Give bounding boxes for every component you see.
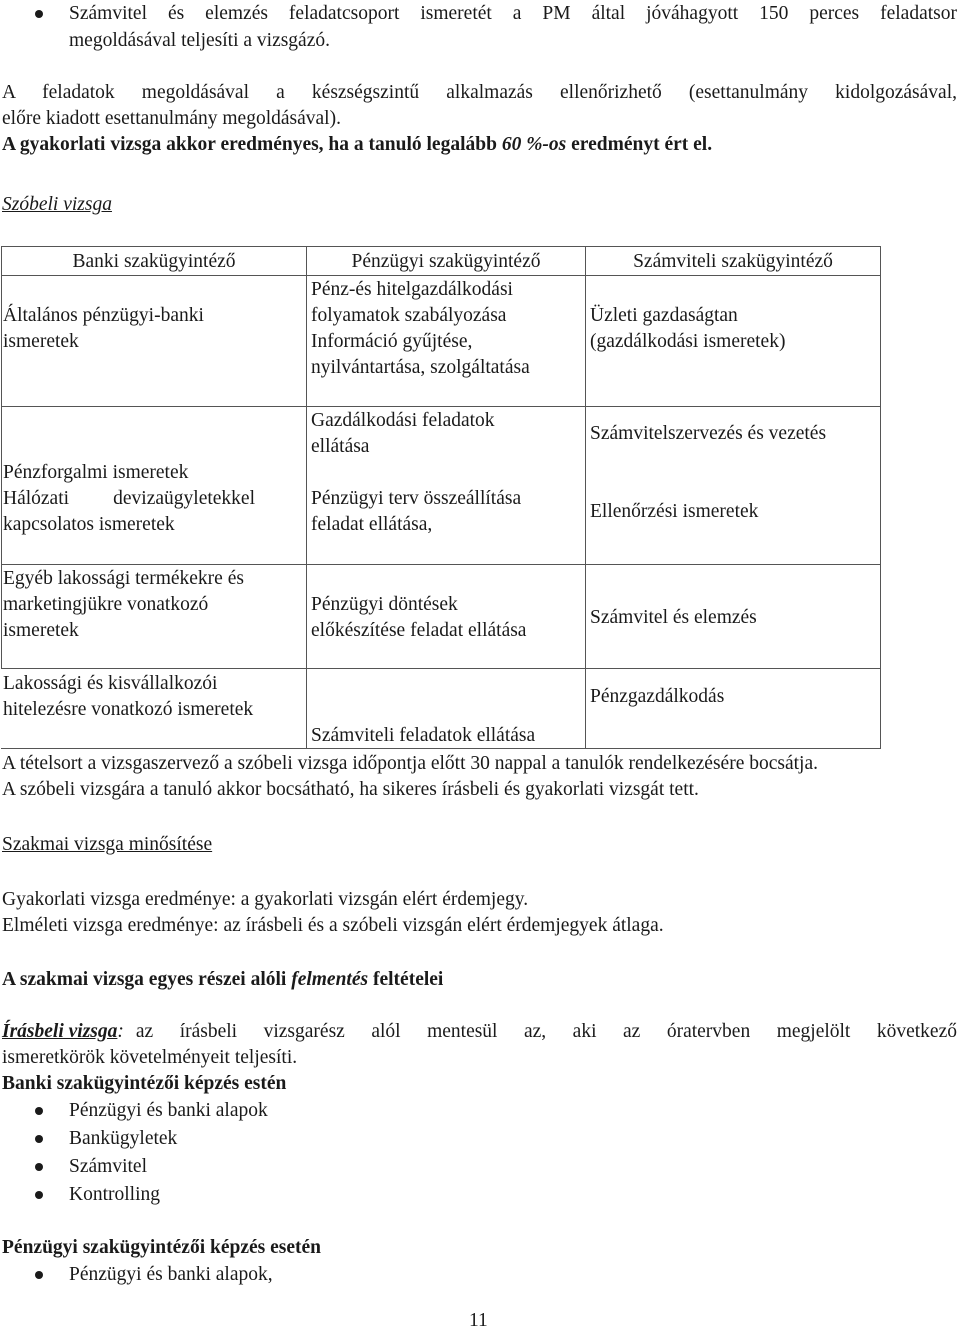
table-border: [1, 406, 881, 407]
table-border: [1, 275, 881, 276]
bullet-dot: [35, 1191, 43, 1199]
bank-item: Számvitel: [69, 1156, 147, 1177]
cell-line: Pénzforgalmi ismeretek: [3, 462, 189, 483]
exemption-heading-pre: A szakmai vizsga egyes részei alóli: [2, 969, 292, 990]
exemption-heading-post: feltételei: [368, 969, 444, 990]
bank-item: Pénzügyi és banki alapok: [69, 1100, 268, 1121]
intro-paragraph-line1: A feladatok megoldásával a készségszintű alkalmazás ellenőrizhető (esettanulmány kidolgozásával,: [2, 82, 957, 103]
cell-line: Pénzügyi döntések: [311, 594, 458, 615]
rating-line1: Gyakorlati vizsga eredménye: a gyakorlati vizsgán elért érdemjegy.: [2, 889, 529, 910]
page-number: 11: [469, 1310, 488, 1331]
cell-line: Pénzügyi terv összeállítása: [311, 488, 522, 509]
exemption-heading-em: felmentés: [291, 969, 369, 990]
row3-col2: [311, 592, 526, 644]
cell-line: nyilvántartása, szolgáltatása: [311, 357, 530, 378]
bullet-dot: [35, 1135, 43, 1143]
bullet-dot: [35, 1271, 43, 1279]
practical-result-statement: [2, 132, 712, 158]
oral-exam-heading: Szóbeli vizsga: [2, 194, 112, 215]
row4-col1: [3, 671, 253, 723]
row3-col3: Számvitel és elemzés: [590, 607, 757, 628]
cell-line: hitelezésre vonatkozó ismeretek: [3, 699, 254, 720]
header-penzugyi: Pénzügyi szakügyintéző: [351, 251, 541, 272]
written-colon: :: [117, 1021, 124, 1042]
cell-line: előkészítése feladat ellátása: [311, 620, 527, 641]
table-border: [1, 668, 881, 669]
written-label: Írásbeli vizsga: [2, 1021, 118, 1042]
cell-line: ismeretek: [3, 620, 79, 641]
bullet-dot: [35, 1163, 43, 1171]
rating-heading: Szakmai vizsga minősítése: [2, 834, 213, 855]
cell-line: ellátása: [311, 436, 370, 457]
bullet-dot: [35, 10, 43, 18]
cell-line: folyamatok szabályozása: [311, 305, 507, 326]
bullet-dot: [35, 1107, 43, 1115]
row2-col1: [3, 460, 255, 538]
cell-line: Információ gyűjtése,: [311, 331, 473, 352]
row1-col1: [3, 303, 204, 355]
rating-line2: Elméleti vizsga eredménye: az írásbeli és a szóbeli vizsgán elért érdemjegyek átlaga.: [2, 915, 664, 936]
oral-note-1: A tételsort a vizsgaszervező a szóbeli vizsga időpontja előtt 30 nappal a tanulók rendelkezésére bocsátja.: [2, 753, 818, 774]
bank-training-heading: Banki szakügyintézői képzés estén: [2, 1073, 287, 1094]
oral-note-2: A szóbeli vizsgára a tanuló akkor bocsátható, ha sikeres írásbeli és gyakorlati vizsgát tett.: [2, 779, 699, 800]
row2-col2a: [311, 408, 495, 460]
row4-col2: Számviteli feladatok ellátása: [311, 725, 536, 746]
cell-line: Pénz-és hitelgazdálkodási: [311, 279, 513, 300]
intro-paragraph-line2: előre kiadott esettanulmány megoldásával).: [2, 108, 341, 129]
row1-col2: [311, 277, 530, 381]
row3-col1: [3, 566, 244, 644]
table-border: [1, 564, 881, 565]
cell-line: Üzleti gazdaságtan: [590, 305, 738, 326]
intro-bullet-line1: Számvitel és elemzés feladatcsoport ismeretét a PM által jóváhagyott 150 perces feladatsor: [69, 3, 957, 24]
table-border: [1, 246, 2, 668]
result-pre: A gyakorlati vizsga akkor eredményes, ha a tanuló legalább: [2, 134, 502, 155]
table-border: [1, 246, 881, 247]
result-post: eredményt ért el.: [566, 134, 713, 155]
bank-item: Kontrolling: [69, 1184, 160, 1205]
cell-line: Hálózati devizaügyletekkel: [3, 488, 255, 509]
financial-training-heading: Pénzügyi szakügyintézői képzés esetén: [2, 1237, 322, 1258]
cell-line: Általános pénzügyi-banki: [3, 305, 204, 326]
cell-line: Lakossági és kisvállalkozói: [3, 673, 218, 694]
cell-line: (gazdálkodási ismeretek): [590, 331, 786, 352]
cell-line: Gazdálkodási feladatok: [311, 410, 495, 431]
bank-item: Bankügyletek: [69, 1128, 178, 1149]
cell-line: ismeretek: [3, 331, 79, 352]
financial-item: Pénzügyi és banki alapok,: [69, 1264, 273, 1285]
cell-line: Egyéb lakossági termékekre és: [3, 568, 244, 589]
header-banki: Banki szakügyintéző: [72, 251, 236, 272]
cell-line: marketingjükre vonatkozó: [3, 594, 209, 615]
table-border: [585, 246, 586, 748]
exemption-heading: [2, 967, 443, 993]
table-border: [306, 246, 307, 748]
cell-line: feladat ellátása,: [311, 514, 433, 535]
row2-col2b: [311, 486, 521, 538]
written-text: az írásbeli vizsgarész alól mentesül az, aki az óratervben megjelölt következő: [135, 1021, 957, 1042]
table-border: [880, 246, 881, 748]
row2-col3b: Ellenőrzési ismeretek: [590, 501, 759, 522]
row2-col3a: Számvitelszervezés és vezetés: [590, 423, 827, 444]
intro-bullet-line2: megoldásával teljesíti a vizsgázó.: [69, 30, 330, 51]
header-szamviteli: Számviteli szakügyintéző: [633, 251, 833, 272]
result-percent: 60 %-os: [501, 134, 567, 155]
written-exemption-line1: [2, 1019, 957, 1045]
cell-line: kapcsolatos ismeretek: [3, 514, 175, 535]
row1-col3: [590, 303, 785, 355]
written-exemption-line2: ismeretkörök követelményeit teljesíti.: [2, 1047, 298, 1068]
row4-col3: Pénzgazdálkodás: [590, 686, 725, 707]
